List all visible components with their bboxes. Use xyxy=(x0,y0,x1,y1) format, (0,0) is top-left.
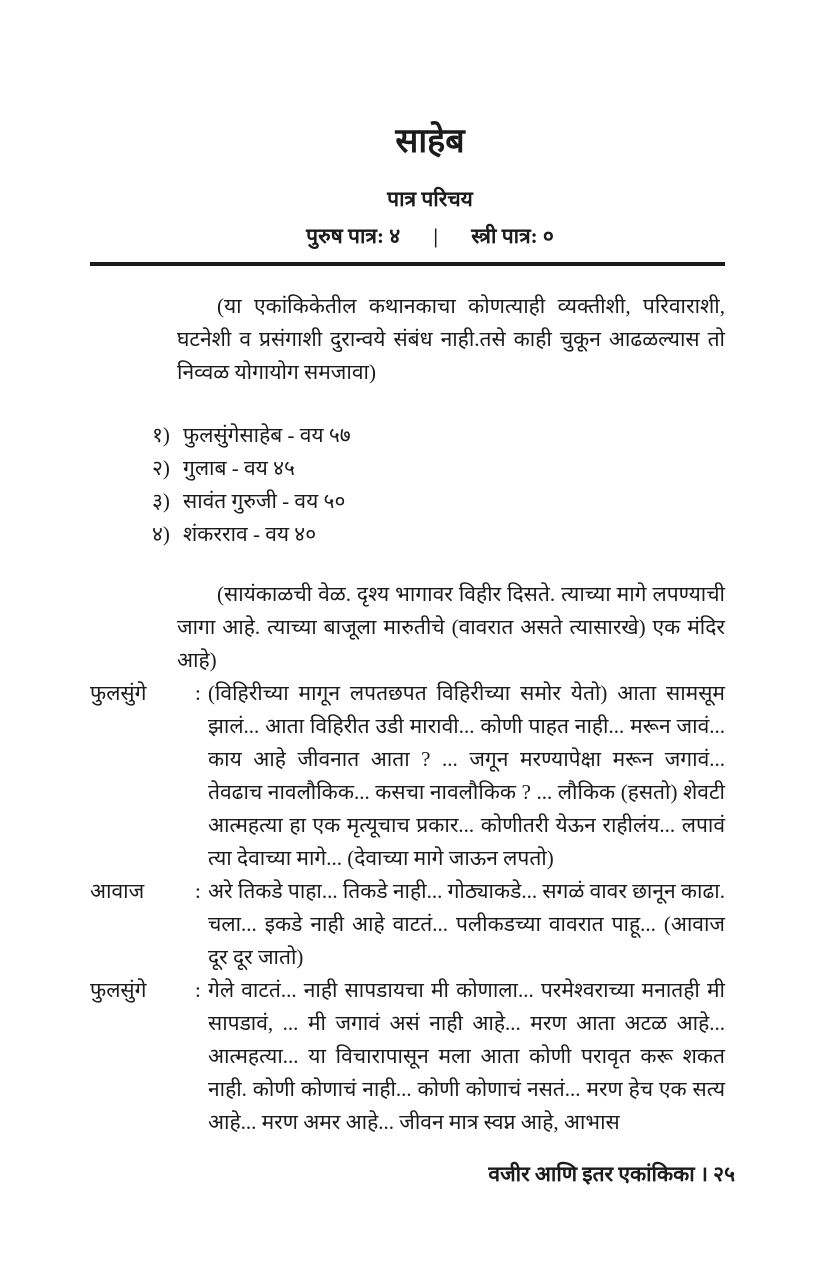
dialogue-row xyxy=(90,974,725,1139)
page-header xyxy=(0,0,825,250)
speaker-name: आवाज xyxy=(90,879,145,903)
speaker-colon: : xyxy=(195,681,201,705)
stage-direction-paragraph: (सायंकाळची वेळ. दृश्य भागावर विहीर दिसते. त्याच्या मागे लपण्याची जागा आहे. त्याच्या बाजूला मारुतीचे (वावरात असते त्यासारखे) एक मंदिर आहे) xyxy=(177,582,725,672)
character-number: ४) xyxy=(152,522,170,546)
speaker-name: फुलसुंगे xyxy=(90,681,147,705)
speaker-colon: : xyxy=(195,879,201,903)
character-list-item xyxy=(152,518,725,551)
character-number: २) xyxy=(152,456,170,480)
character-list xyxy=(152,419,725,551)
dialogue-row xyxy=(90,875,725,974)
character-description: शंकरराव - वय ४० xyxy=(183,522,317,546)
character-list-item xyxy=(152,419,725,452)
header-divider-rule xyxy=(90,262,725,266)
dialogue-section xyxy=(90,677,725,1139)
character-description: गुलाब - वय ४५ xyxy=(183,456,295,480)
character-list-item xyxy=(152,485,725,518)
character-number: ३) xyxy=(152,489,170,513)
dialogue-text: (विहिरीच्या मागून लपतछपत विहिरीच्या समोर येतो) आता सामसूम झालं... आता विहिरीत उडी मारावी... कोणी पाहत नाही... मरून जावं... काय आहे जीवनात आता ? ... जगून मरण्यापेक्षा मरून जगावं... तेवढाच नावलौकिक... कसचा नावलौकिक ? ... लौकिक (हसतो) शेवटी आत्महत्या हा एक मृत्यूचाच प्रकार... कोणीतरी येऊन राहीलंय... लपावं त्या देवाच्या मागे... (देवाच्या मागे जाऊन लपतो) xyxy=(208,681,725,870)
vertical-bar-separator: | xyxy=(433,224,439,248)
page-content xyxy=(0,290,825,1139)
cast-section-heading: पात्र परिचय xyxy=(387,187,473,211)
character-description: फुलसुंगेसाहेब - वय ५७ xyxy=(183,423,351,447)
female-cast-count: स्त्री पात्र: ० xyxy=(471,224,554,248)
running-footer-book-title-page-number: वजीर आणि इतर एकांकिका । २५ xyxy=(488,1162,735,1186)
character-description: सावंत गुरुजी - वय ५० xyxy=(183,489,346,513)
play-title: साहेब xyxy=(395,123,465,160)
dialogue-text: गेले वाटतं... नाही सापडायचा मी कोणाला... परमेश्वराच्या मनातही मी सापडावं, ... मी जगावं असं नाही आहे... मरण आता अटळ आहे... आत्महत्या... या विचारापासून मला आता कोणी परावृत करू शकत नाही. कोणी कोणाचं नाही... कोणी कोणाचं नसतं... मरण हेच एक सत्य आहे... मरण अमर आहे... जीवन मात्र स्वप्न आहे, आभास xyxy=(208,978,725,1134)
dialogue-row xyxy=(90,677,725,875)
character-number: १) xyxy=(152,423,170,447)
speaker-name: फुलसुंगे xyxy=(90,978,147,1002)
dialogue-text: अरे तिकडे पाहा... तिकडे नाही... गोठ्याकडे... सगळं वावर छानून काढा. चला... इकडे नाही आहे वाटतं... पलीकडच्या वावरात पाहू... (आवाज दूर दूर जातो) xyxy=(208,879,725,969)
cast-counts-line xyxy=(35,222,825,250)
disclaimer-paragraph: (या एकांकिकेतील कथानकाचा कोणत्याही व्यक्तीशी, परिवाराशी, घटनेशी व प्रसंगाशी दुरान्वये संबंध नाही.तसे काही चुकून आढळल्यास तो निव्वळ योगायोग समजावा) xyxy=(177,294,725,384)
character-list-item xyxy=(152,452,725,485)
male-cast-count: पुरुष पात्र: ४ xyxy=(306,224,401,248)
speaker-colon: : xyxy=(195,978,201,1002)
